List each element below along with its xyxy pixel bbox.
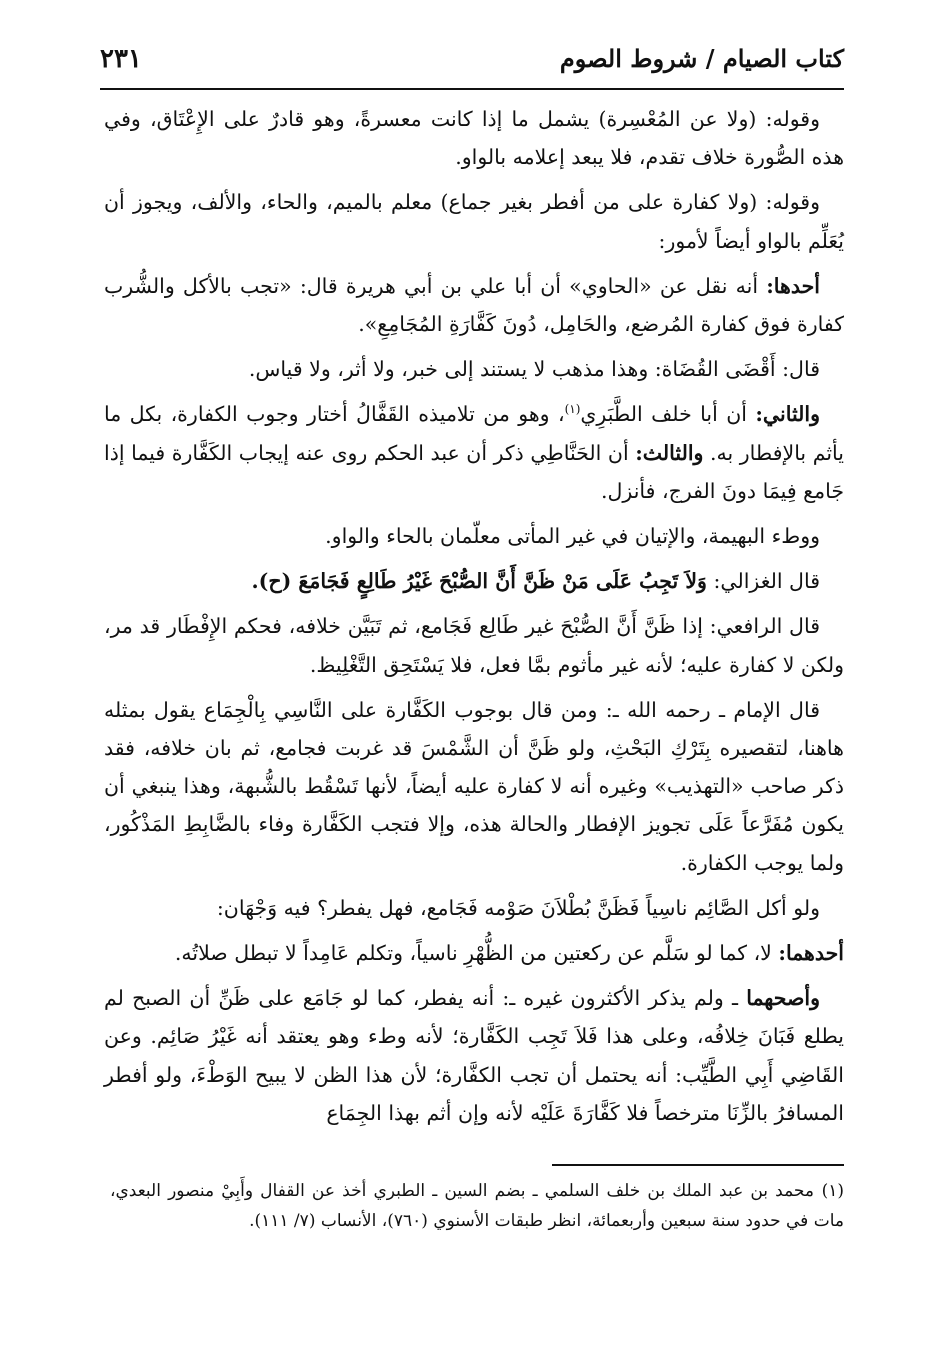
page-header [100, 40, 844, 90]
footnote-text: محمد بن عبد الملك بن خلف السلمي ـ بضم السين ـ الطبري أخذ عن القفال وأَبِيْ منصور البعدي، مات في حدود سنة سبعين وأربعمائة، انظر طبقات الأسنوي (٧٦٠)، الأنساب (٧/ ١١١). [110, 1181, 844, 1231]
footnote-divider [552, 1164, 844, 1166]
paragraph-5-text-a: أن أبا خلف الطَّبَرِي [580, 402, 756, 427]
ghazali-intro: قال الغزالي: [706, 569, 820, 594]
section-label-second: والثاني: [755, 402, 820, 427]
paragraph-8: قال الرافعي: إذا ظَنَّ أَنَّ الصُّبْحَ غير طَالِع فَجَامع، ثم تَبَيَّن خلافه، فحكم الإِفْطَار قد مر، ولكن لا كفارة عليه؛ لأنه غير مأثوم بمَّا فعل، فلا يَسْتَحِق التَّغْلِيظ. [104, 614, 844, 677]
paragraph-3-text: أنه نقل عن «الحاوي» أن أبا علي بن أبي هريرة قال: «تجب بالأكل والشُّرب كفارة فوق كفارة المُرضع، والحَامِل، دُونَ كَفَّارَةِ المُجَامِعِ». [104, 273, 844, 337]
running-title: كتاب الصيام / شروط الصوم [559, 44, 844, 73]
ghazali-quote: وَلاَ تَجِبُ عَلَى مَنْ ظَنَّ أَنَّ الصُّبْحَ غَيْرُ طَالِعٍ فَجَامَعَ (ح). [251, 569, 707, 594]
paragraph-12-text: ـ ولم يذكر الأكثرون غيره ـ: أنه يفطر، كما لو جَامَع على ظَنِّ أن الصبح لم يطلع فَبَانَ خِلافُه، وعلى هذا فَلاَ تَجِب الكَفَّارة؛ لأنه وطء وهو يعتقد أنه غَيْرُ صَائِم. وعن القَاضِي أَبِي الطَّيِّب: أنه يحتمل أن تجب الكفَّارة؛ لأن هذا الظن لا يبيح الوَطْءَ، ولو أفطر المسافرُ بالزِّنَا مترخصاً فلا كَفَّارَةَ عَلَيْه لأنه وإن أثم بهذا الجِمَاع [104, 986, 844, 1125]
paragraph-10: ولو أكل الصَّائِم ناسِياً فَظَنَّ بُطْلاَنَ صَوْمه فَجَامع، فهل يفطر؟ فيه وَجْهَان: [216, 895, 820, 920]
opinion-label-first: أحدهما: [778, 941, 844, 966]
paragraph-1: وقوله: (ولا عن المُعْسِرة) يشمل ما إذا كانت معسرةً، وهو قادرٌ على الإِعْتَاق، وفي هذه الصُّورة خلاف تقدم، فلا يبعد إعلامه بالواو. [104, 107, 844, 170]
footnote-number: (١) [821, 1181, 844, 1201]
opinion-label-correct: وأصحهما [746, 986, 820, 1011]
section-label-first: أحدها: [766, 273, 820, 298]
page-number: ٢٣١ [100, 44, 142, 74]
main-text [104, 100, 844, 1139]
paragraph-4: قال: أَقْضَى القُضَاة: وهذا مذهب لا يستند إلى خبر، ولا أثر، ولا قياس. [248, 357, 820, 382]
paragraph-7 [104, 562, 844, 600]
paragraph-11 [104, 934, 844, 972]
paragraph-11-text: لا، كما لو سَلَّم عن ركعتين من الظُّهْرِ ناسياً، وتكلم عَامِداً لا تبطل صلاتُه. [174, 941, 779, 966]
paragraph-6: ووطء البهيمة، والإتيان في غير المأتى معلّمان بالحاء والواو. [325, 524, 820, 549]
paragraph-9: قال الإمام ـ رحمه الله ـ: ومن قال بوجوب الكَفَّارة على النَّاسِي بِالْجِمَاع يقول بمثله هاهنا، لتقصيره بِتَرْكِ البَحْثِ، ولو ظَنَّ أن الشَّمْسَ قد غربت فجامع، ثم بان خلافه، فقد ذكر صاحب «التهذيب» وغيره أنه لا كفارة عليه أيضاً، لأنها تَسْقُط بالشُّبهة، وهذا ينبغي أن يكون مُفَرَّعاً عَلَى تجويز الإفطار والحالة هذه، وإلا فتجب الكَفَّارة وفاء بالضَّابِطِ المَذْكُور، ولما يوجب الكفارة. [104, 697, 844, 875]
footnote-reference[interactable]: (١) [564, 402, 581, 417]
paragraph-3 [104, 267, 844, 343]
paragraph-2: وقوله: (ولا كفارة على من أفطر بغير جماع) معلم بالميم، والحاء، والألف، ويجوز أن يُعَلِّم بالواو أيضاً لأمور: [104, 190, 844, 253]
section-label-third: والثالث: [635, 440, 704, 465]
footnote [110, 1176, 844, 1236]
paragraph-5 [104, 395, 844, 510]
paragraph-5-text-c: أن الحَنَّاطِي ذكر أن عبد الحكم روى عنه إيجاب الكَفَّارة فيما إذا جَامع فِيمَا دونَ الفرج، فأنزل. [104, 440, 844, 503]
paragraph-12 [104, 979, 844, 1132]
paragraph-5-text-b: ، وهو من تلاميذه القَفَّالُ أختار وجوب الكفارة، بكل ما يأثم بالإفطار به. [104, 402, 844, 465]
